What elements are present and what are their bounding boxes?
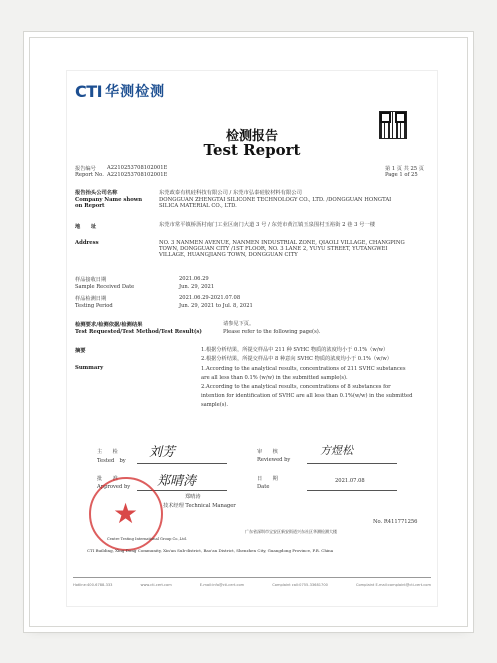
summary-line2-cn: 2.根据分析结果，所提交样品中 8 种意向 SVHC 物质的浓度均小于 0.1%（w/w） [201, 356, 392, 362]
received-date-en: Jun. 29, 2021 [179, 284, 215, 290]
footer-email: E-mail:info@cti-cert.com [199, 583, 245, 587]
logo-chinese: 华测检测 [105, 84, 166, 100]
company-label-en: Company Name shown on Report [75, 197, 143, 209]
reviewed-by-signature: 方煜松 [320, 444, 353, 457]
reviewed-by-en-label: Reviewed by [257, 457, 291, 463]
logo-mark: CTI [75, 81, 103, 101]
approved-by-cn-label: 批 准 [97, 476, 118, 482]
summary-line1-en: 1.According to the analytical results, concentrations of 211 SVHC substances are all less than 0.1% (w/w) in the submitted sample(s). [201, 366, 406, 381]
seal-org-text: Centre Testing International Group Co.,Ltd. [107, 537, 187, 541]
address-label-cn: 地 址 [75, 224, 97, 230]
approved-by-en-label: Approved by [97, 484, 131, 490]
footer-complaint-call: Complaint call:0755-33681700 [272, 583, 328, 587]
certificate-number: No. R411771256 [373, 519, 418, 525]
footer-bar [73, 583, 431, 587]
address-cn: 东莞市常平镇桥沥村南门工业区南门大道 3 号 / 东莞市黄江镇玉泉围村玉裕街 2 巷 3 号一楼 [159, 222, 376, 228]
test-report-page [66, 70, 438, 607]
report-no-cn-label: 报告编号 [75, 166, 96, 172]
company-name-en: DONGGUAN ZHENGTAI SILICONE TECHNOLOGY CO., LTD. /DONGGUAN HONGTAI SILICA MATERIAL CO., LTD. [159, 197, 392, 209]
lab-address-en: CTI Building, Xing Dong Community, Xin'an Sub-district, Bao'an District, Shenzhen City, Guangdong Province, P.R. China [87, 548, 334, 553]
date-en-label: Date [257, 484, 270, 490]
report-no-value: A2210253708102001E [107, 165, 168, 171]
report-no-en-label: Report No. [75, 172, 104, 178]
page-number-cn: 第 1 页 共 25 页 [385, 166, 424, 172]
received-date-en-label: Sample Received Date [75, 284, 135, 290]
testing-period-en: Jun. 29, 2021 to Jul. 8, 2021 [179, 303, 253, 309]
title-chinese: 检测报告 [225, 129, 278, 144]
test-requested-text-cn: 请参见下页。 [223, 321, 255, 327]
address-label-en: Address [75, 240, 99, 246]
testing-period-cn: 2021.06.29-2021.07.08 [179, 295, 241, 301]
company-label-cn: 报告抬头公司名称 [75, 190, 118, 196]
summary-line2-en: 2.According to the analytical results, concentrations of 8 substances for intention for identification of SVHC are all less than 0.1%(w/w) in the submitted sample(s). [201, 384, 413, 408]
date-cn-label: 日 期 [257, 476, 278, 482]
testing-period-cn-label: 样品检测日期 [75, 296, 107, 302]
title-english: Test Report [203, 141, 301, 159]
test-requested-text-en: Please refer to the following page(s). [223, 329, 321, 335]
reviewed-by-cn-label: 审 核 [257, 449, 278, 455]
summary-label-cn: 摘要 [75, 348, 86, 354]
approved-by-signature: 郑晴涛 [157, 474, 197, 489]
approval-date: 2021.07.08 [335, 478, 365, 484]
approved-by-title: 技术经理 Technical Manager [163, 503, 236, 509]
seal-star-icon: ★ [113, 497, 139, 530]
company-name-cn: 东莞政泰有机硅科技有限公司 / 东莞市弘泰硅胶材料有限公司 [159, 190, 302, 196]
summary-label-en: Summary [75, 365, 104, 371]
cti-logo [75, 81, 165, 101]
lab-address-cn: 广东省深圳市宝安区新安街道兴东社区华测检测大楼 [245, 529, 337, 534]
address-en: NO. 3 NANMEN AVENUE, NANMEN INDUSTRIAL ZONE, QIAOLI VILLAGE, CHANGPING TOWN, DONGGUAN CITY /1ST FLOOR, NO. 3 LANE 2, YUYU STREET, YUTANGWEI VILLAGE, HUANGJIANG TOWN, DONGGUAN CITY [159, 240, 405, 258]
tested-by-en-label: Tested by [97, 458, 126, 464]
tested-sig-line [137, 463, 227, 464]
footer-web: www.cti-cert.com [140, 583, 172, 587]
test-requested-label-en: Test Requested/Test Method/Test Result(s) [75, 329, 202, 335]
date-line [307, 490, 397, 491]
tested-by-cn-label: 主 检 [97, 449, 118, 455]
footer-hotline: Hotline:400-6788-333 [73, 583, 113, 587]
tested-by-signature: 刘芳 [149, 445, 176, 460]
page-number-en: Page 1 of 25 [385, 172, 418, 178]
reviewed-sig-line [307, 463, 397, 464]
footer-complaint-email: Complaint E-mail:complaint@cti-cert.com [355, 583, 431, 587]
received-date-cn-label: 样品接收日期 [75, 277, 107, 283]
approved-by-name: 郑晴涛 [185, 494, 201, 500]
summary-line1-cn: 1.根据分析结果，所提交样品中 211 种 SVHC 物质的浓度均小于 0.1%（w/w） [201, 347, 389, 353]
report-no-value-2: A2210253708102001E [107, 172, 168, 178]
footer-divider [73, 577, 431, 578]
received-date-cn: 2021.06.29 [179, 276, 209, 282]
test-requested-label-cn: 检测要求/检测依据/检测结果 [75, 322, 143, 328]
testing-period-en-label: Testing Period [75, 303, 113, 309]
